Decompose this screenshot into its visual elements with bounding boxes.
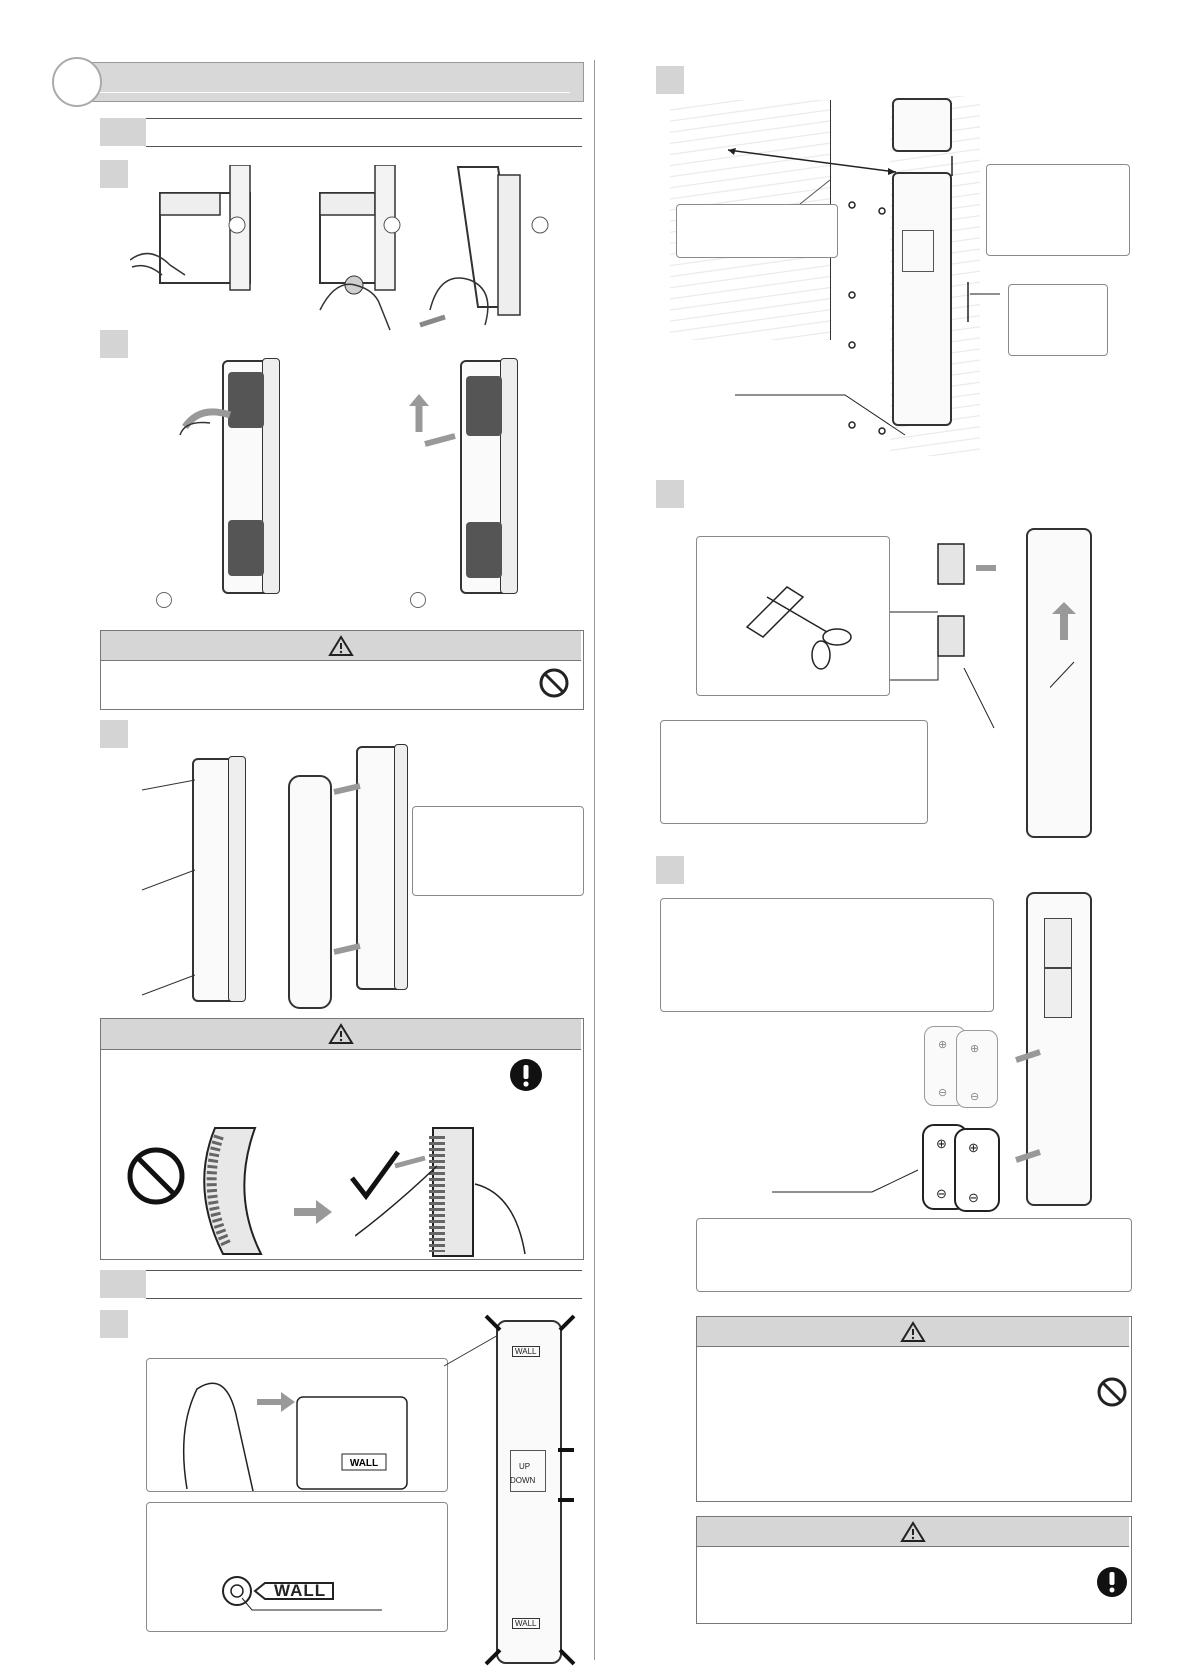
battery-minus-1a: ⊖ [938,1087,948,1099]
section-title-underline [100,92,570,93]
bent-cover-illustration [195,1126,265,1256]
wall-tag-large: WALL [274,1581,327,1600]
cover-step-c-illustration [420,167,520,325]
step-box-3 [100,720,128,748]
wall-tag-small: WALL [349,1458,379,1469]
wall-mark-illustration [147,1503,447,1631]
prohibited-circle-icon [126,1146,186,1206]
subheading-rule-2-top [146,1270,582,1271]
connector-illustrations [890,540,1010,730]
battery-plus-2a: ⊕ [970,1043,980,1055]
unit-removal-arrow-left [170,395,240,465]
remove-cover-illustrations [130,165,550,335]
note-box-wiring [660,720,928,824]
base-illustration-3-side [394,744,408,990]
step-box-7 [656,856,684,884]
detail-box-wall-mark [146,1502,448,1632]
note-box-batteries [660,898,994,1012]
base-leader-lines [140,770,200,1000]
warning-triangle-icon [328,635,354,657]
scissors-icon [697,537,889,695]
column-divider [594,60,595,1660]
section-number-circle [52,57,102,107]
knockout-hand-illustration [147,1359,447,1491]
detail-box-knockout [146,1358,448,1492]
battery-leader-line [770,1164,930,1194]
subheading-rule-1-bottom [146,146,582,147]
callout-box-spacing [1008,284,1108,356]
base-down-label: DOWN [510,1476,536,1485]
warning-triangle-icon [328,1023,354,1045]
warning-triangle-icon [900,1521,926,1543]
step-box-2 [100,330,128,358]
base-insert-arrows [330,780,370,960]
scissors-tape-box [696,536,890,696]
note-box-battery-polarity [696,1218,1132,1292]
subheading-box-2 [100,1270,146,1298]
battery-insert-arrows [1012,1030,1052,1170]
callout-box-distance [676,204,838,258]
base-wall-tag-bottom: WALL [512,1618,540,1629]
warning-bar-1 [101,631,581,661]
battery-minus-2a: ⊖ [970,1091,980,1103]
prohibited-circle-icon [1096,1376,1128,1408]
base-up-label: UP [519,1462,531,1471]
callout-box-clearance [986,164,1130,256]
warning-bar-2 [101,1019,581,1050]
unit-lens-top-right [466,376,502,436]
prohibited-circle-icon [538,667,570,699]
step-box-5 [656,66,684,94]
warning-bar-4 [697,1517,1129,1547]
screw-icons [846,195,896,435]
base-illustration-1-side [228,756,246,1002]
battery-slot-upper [1044,918,1072,968]
mounting-hole-arrows [480,1310,580,1670]
subheading-rule-1-top [146,118,582,119]
battery-minus-1b: ⊖ [936,1186,947,1201]
unit-illustration-left-side [262,358,280,594]
subheading-box-1 [100,118,146,146]
battery-plus-2b: ⊕ [968,1140,979,1155]
unit-lens-bottom-left [228,520,264,576]
base-wall-tag-top: WALL [512,1346,540,1357]
step-label-circle-a [156,592,172,608]
warning-bar-3 [697,1317,1129,1347]
correct-cover-handling-illustration [355,1126,535,1258]
step-label-circle-b [410,592,426,608]
unit-lens-bottom-right [466,522,502,578]
step-box-1 [100,160,128,188]
unit-illustration-right-side [500,358,518,594]
note-box-step3 [412,806,584,896]
base-illustration-2 [288,775,332,1009]
battery-plus-1a: ⊕ [938,1039,948,1051]
wiring-insert-arrow [1050,600,1090,700]
step-box-4 [100,1310,128,1338]
warning-triangle-icon [900,1321,926,1343]
step-box-6 [656,480,684,508]
mandatory-exclamation-icon [509,1058,543,1092]
right-arrow-icon [294,1200,334,1224]
subheading-rule-2-bottom [146,1298,582,1299]
battery-minus-2b: ⊖ [968,1190,979,1205]
mandatory-exclamation-icon [1096,1566,1128,1598]
battery-plus-1b: ⊕ [936,1136,947,1151]
battery-slot-lower [1044,968,1072,1018]
section-title-bar [70,62,584,102]
cover-step-b-illustration [320,165,395,330]
unit-removal-arrows-right [405,392,465,452]
